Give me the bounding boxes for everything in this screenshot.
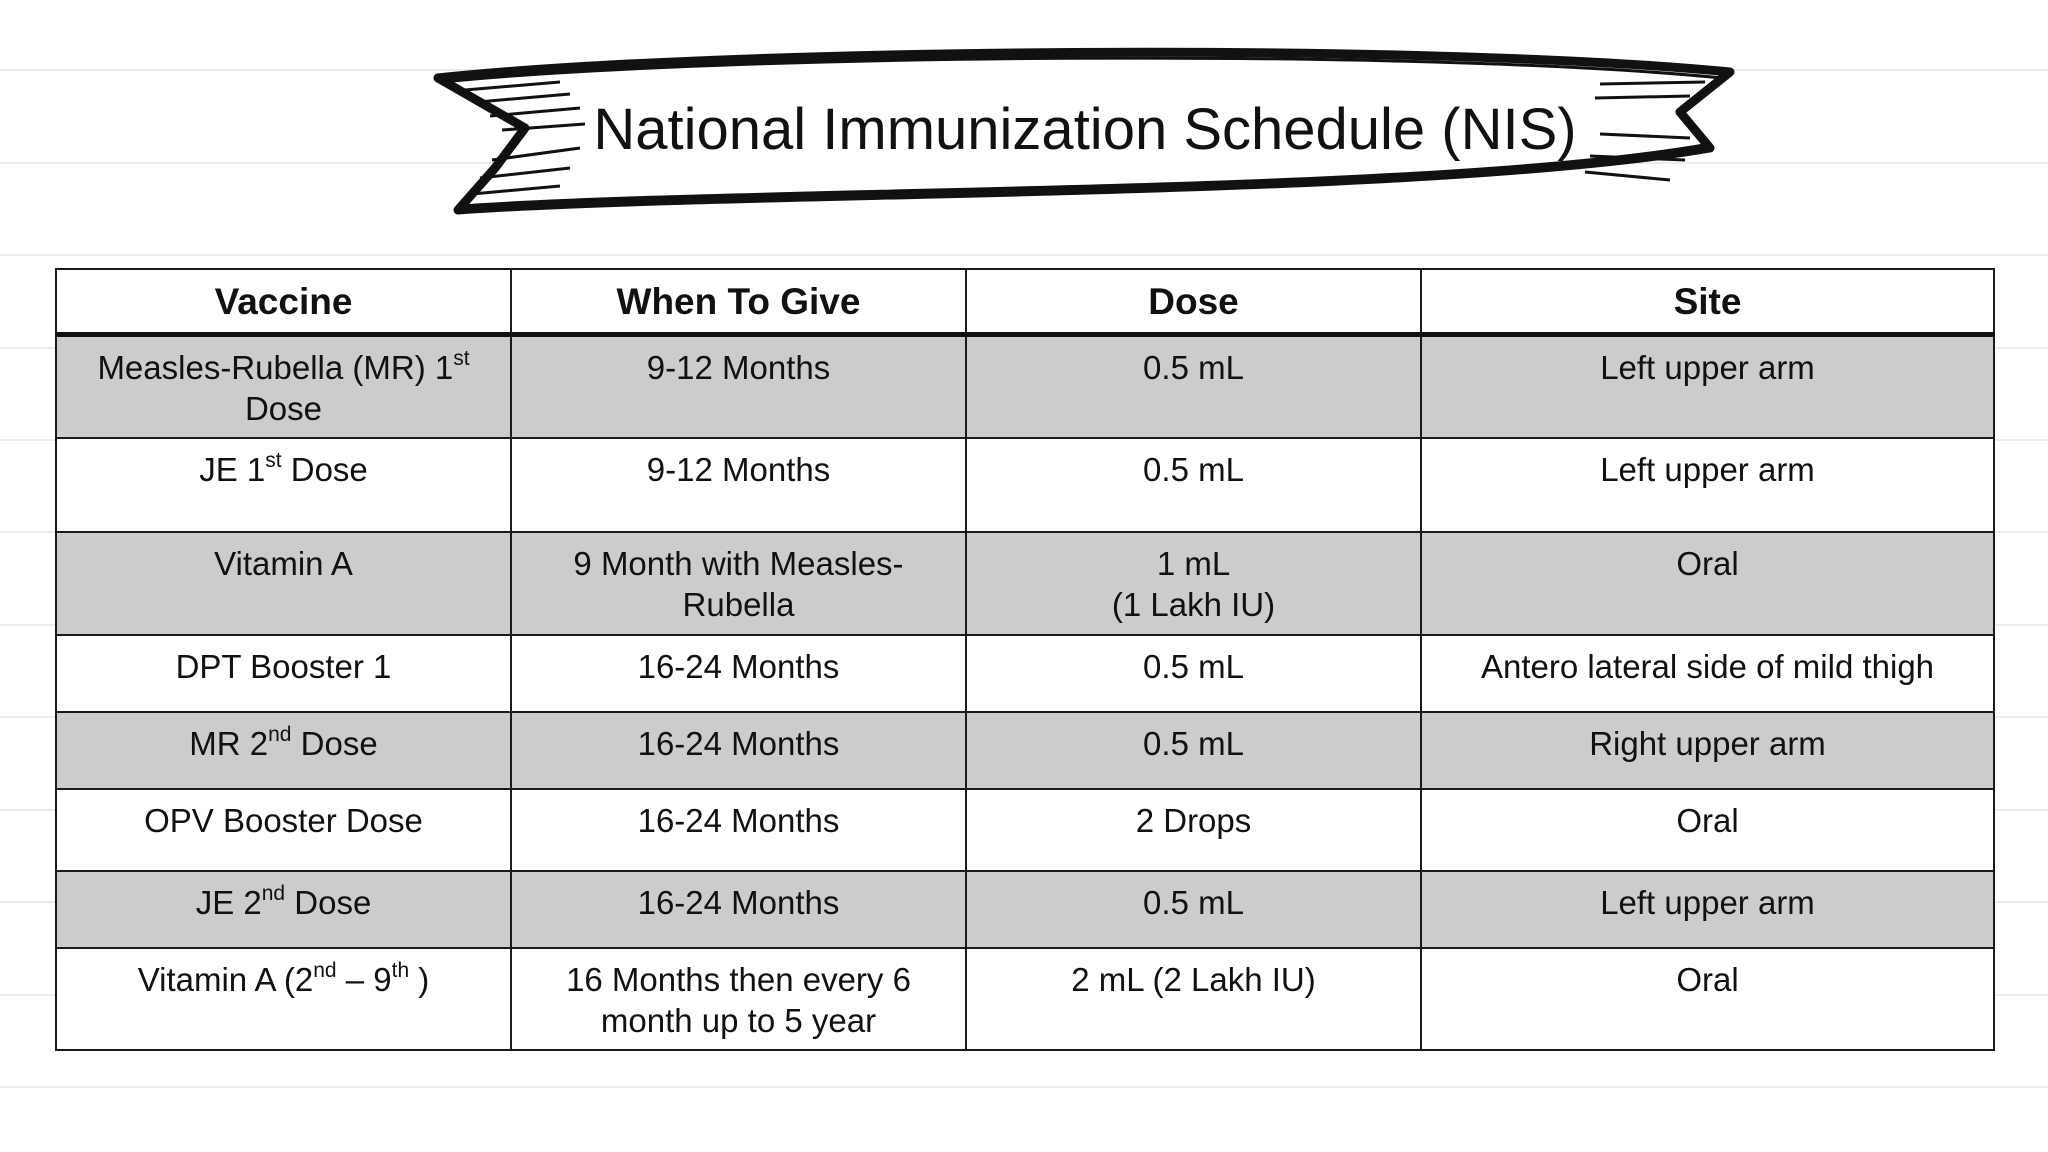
cell-dose: 0.5 mL (966, 712, 1421, 789)
cell-site: Oral (1421, 948, 1994, 1050)
table-row (56, 635, 1994, 712)
vaccine-text: JE 2 (195, 883, 262, 921)
cell-when: 16 Months then every 6 month up to 5 year (511, 948, 966, 1050)
dose-line-1: 1 mL (1156, 544, 1231, 582)
header-vaccine: Vaccine (56, 269, 511, 335)
vaccine-text-tail: Dose (291, 724, 378, 762)
vaccine-superscript: nd (261, 881, 286, 905)
cell-dose: 0.5 mL (966, 871, 1421, 948)
cell-when: 16-24 Months (511, 789, 966, 871)
cell-vaccine (56, 712, 511, 789)
table-row (56, 438, 1994, 532)
immunization-schedule-table (55, 268, 1995, 1051)
cell-when: 16-24 Months (511, 635, 966, 712)
cell-site: Oral (1421, 789, 1994, 871)
vaccine-superscript: nd (313, 958, 337, 982)
vaccine-text-tail: Dose (281, 450, 368, 488)
cell-when: 16-24 Months (511, 712, 966, 789)
cell-when: 9 Month with Measles-Rubella (511, 532, 966, 635)
vaccine-text: Vitamin A (2 (137, 960, 314, 998)
vaccine-text-tail: ) (409, 960, 430, 998)
cell-vaccine: DPT Booster 1 (56, 635, 511, 712)
cell-site: Antero lateral side of mild thigh (1421, 635, 1994, 712)
vaccine-text: JE 1 (199, 450, 266, 488)
cell-site: Left upper arm (1421, 438, 1994, 532)
vaccine-text-tail: Dose (244, 390, 323, 427)
cell-dose: 0.5 mL (966, 335, 1421, 438)
cell-when: 9-12 Months (511, 438, 966, 532)
cell-when: 16-24 Months (511, 871, 966, 948)
dose-line-2: (1 Lakh IU) (1111, 585, 1276, 623)
header-dose: Dose (966, 269, 1421, 335)
table-row (56, 712, 1994, 789)
table-header-row (56, 269, 1994, 335)
cell-dose: 0.5 mL (966, 635, 1421, 712)
cell-site: Right upper arm (1421, 712, 1994, 789)
cell-site: Left upper arm (1421, 871, 1994, 948)
vaccine-superscript: st (453, 347, 470, 370)
table-row (56, 789, 1994, 871)
table-row (56, 532, 1994, 635)
table-row (56, 871, 1994, 948)
cell-site: Left upper arm (1421, 335, 1994, 438)
cell-dose: 2 mL (2 Lakh IU) (966, 948, 1421, 1050)
vaccine-superscript: nd (268, 722, 292, 746)
cell-vaccine: Vitamin A (56, 532, 511, 635)
cell-dose: 2 Drops (966, 789, 1421, 871)
cell-when: 9-12 Months (511, 335, 966, 438)
vaccine-text-mid: – 9 (336, 960, 392, 998)
cell-vaccine: OPV Booster Dose (56, 789, 511, 871)
cell-vaccine (56, 948, 511, 1050)
header-when-to-give: When To Give (511, 269, 966, 335)
title-banner (420, 20, 1750, 220)
cell-site: Oral (1421, 532, 1994, 635)
vaccine-text: Measles-Rubella (MR) 1 (97, 349, 454, 386)
cell-vaccine (56, 871, 511, 948)
vaccine-text: MR 2 (189, 724, 269, 762)
vaccine-superscript-2: th (391, 958, 410, 982)
cell-dose: 0.5 mL (966, 438, 1421, 532)
cell-vaccine (56, 335, 511, 438)
table-row (56, 335, 1994, 438)
vaccine-text-tail: Dose (285, 883, 372, 921)
page-title: National Immunization Schedule (NIS) (593, 97, 1577, 162)
cell-vaccine (56, 438, 511, 532)
vaccine-superscript: st (265, 448, 282, 472)
header-site: Site (1421, 269, 1994, 335)
table-row (56, 948, 1994, 1050)
cell-dose (966, 532, 1421, 635)
